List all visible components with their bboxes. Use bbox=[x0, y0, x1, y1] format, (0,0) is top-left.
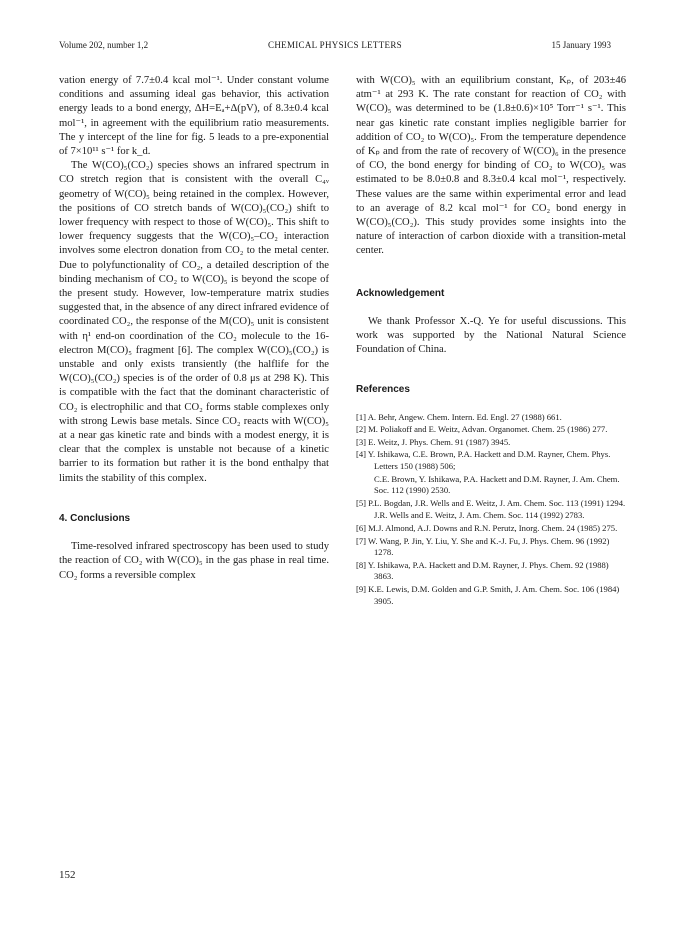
issue-date: 15 January 1993 bbox=[551, 40, 611, 50]
reference-item: C.E. Brown, Y. Ishikawa, P.A. Hackett and D.M. Rayner, J. Am. Chem. Soc. 112 (1990) 2530. bbox=[374, 473, 620, 496]
reference-item: [2] M. Poliakoff and E. Weitz, Advan. Organomet. Chem. 25 (1986) 277. bbox=[356, 424, 608, 435]
reference-item: [3] E. Weitz, J. Phys. Chem. 91 (1987) 3945. bbox=[356, 436, 511, 447]
conclusions-heading: 4. Conclusions bbox=[59, 512, 131, 524]
running-header bbox=[59, 40, 611, 54]
reference-item: J.R. Wells and E. Weitz, J. Am. Chem. Soc. 114 (1992) 2783. bbox=[374, 510, 585, 521]
paragraph-conclusions: Time-resolved infrared spectroscopy has been used to study the reaction of CO₂ with W(CO)₅ in the gas phase in real time. CO₂ forms a reversible complex bbox=[59, 541, 329, 581]
paragraph-acknowledgement: We thank Professor X.-Q. Ye for useful discussions. This work was supported by the National Natural Science Foundation of China. bbox=[356, 315, 626, 356]
right-column bbox=[356, 74, 626, 608]
reference-item: [9] K.E. Lewis, D.M. Golden and G.P. Smith, J. Am. Chem. Soc. 106 (1984) 3905. bbox=[356, 583, 620, 606]
references-heading: References bbox=[356, 384, 410, 396]
journal-name: CHEMICAL PHYSICS LETTERS bbox=[268, 40, 402, 50]
paragraph-complex-spectrum: The W(CO)₅(CO₂) species shows an infrared spectrum in CO stretch region that is consistent with the overall C₄ᵥ geometry of W(CO)₅ being retained in the complex. However, the positions of CO stretch bands of W(CO)₅(CO₂) shift to lower frequency with respect to those of W(CO)₅. This shift to lower frequency suggests that the W(CO)₅–CO₂ interaction involves some electron donation from CO₂ to the metal center. Due to polyfunctionality of CO₂, a detailed description of the binding mechanism of CO₂ to W(CO)₅ is beyond the scope of the present study. However, low-temperature matrix studies suggested that, in the absence of any direct infrared evidence of coordinated CO₂, the response of the M(CO)₅ unit is consistent with η¹ end-on coordination of the CO₂ molecule to the 16-electron M(CO)₅ fragment [6]. The complex W(CO)₅(CO₂) is unstable and only exists transiently (the halflife for the W(CO)₅(CO₂) species is of the order of 0.8 μs at 298 K). This is compatible with the fact that the dominant characteristic of CO₂ is electrophilic and that CO₂ forms stable complexes only with strong Lewis base metals. Since CO₂ reacts with W(CO)₅ at a near gas kinetic rate and binds with a modest energy, it is clear that the complex is unstable not because of a kinetic barrier to its formation but rather it is the bond enthalpy that limits the stability of this complex. bbox=[59, 160, 329, 484]
left-column bbox=[59, 74, 329, 583]
reference-item: [6] M.J. Almond, A.J. Downs and R.N. Perutz, Inorg. Chem. 24 (1985) 275. bbox=[356, 523, 618, 533]
reference-item: [7] W. Wang, P. Jin, Y. Liu, Y. She and K.-J. Fu, J. Phys. Chem. 96 (1992) 1278. bbox=[356, 535, 610, 558]
reference-item: [4] Y. Ishikawa, C.E. Brown, P.A. Hackett and D.M. Rayner, Chem. Phys. Letters 150 (1988) 506; bbox=[356, 449, 611, 472]
reference-item: [8] Y. Ishikawa, P.A. Hackett and D.M. Rayner, J. Phys. Chem. 92 (1988) 3863. bbox=[356, 559, 609, 582]
page-number: 152 bbox=[59, 869, 76, 881]
reference-item: [1] A. Behr, Angew. Chem. Intern. Ed. Engl. 27 (1988) 661. bbox=[356, 411, 562, 422]
reference-list bbox=[356, 412, 626, 608]
paragraph-activation-energy: vation energy of 7.7±0.4 kcal mol⁻¹. Under constant volume conditions and assuming ideal gas behavior, this activation energy leads to a bond energy, ΔH=Eₐ+Δ(pV), of 8.3±0.4 kcal mol⁻¹, in agreement with the equilibrium ratio measurements. The y intercept of the line for fig. 5 leads to a pre-exponential of 7×10¹¹ s⁻¹ for k_d. bbox=[59, 75, 329, 158]
paragraph-equilibrium-constant: with W(CO)₅ with an equilibrium constant, Kₚ, of 203±46 atm⁻¹ at 293 K. The rate constant for reaction of CO₂ with W(CO)₅ was determined to be (1.8±0.6)×10⁵ Torr⁻¹ s⁻¹. This near gas kinetic rate constant implies negligible barrier for addition of CO₂ to W(CO)₅. From the temperature dependence of Kₚ and from the rate of recovery of W(CO)₆ in the presence of CO, the bond energy for binding of CO₂ to W(CO)₅ was estimated to be 8.0±0.8 and 8.3±0.4 kcal mol⁻¹, respectively. These values are the same within experimental error and lead to an average of 8.2 kcal mol⁻¹ for CO₂ bond energy in W(CO)₅(CO₂). This study provides some insights into the nature of interaction of carbon dioxide with a transition-metal center. bbox=[356, 75, 626, 257]
acknowledgement-heading: Acknowledgement bbox=[356, 287, 445, 299]
volume-info: Volume 202, number 1,2 bbox=[59, 40, 149, 50]
reference-item: [5] P.L. Bogdan, J.R. Wells and E. Weitz, J. Am. Chem. Soc. 113 (1991) 1294. bbox=[356, 497, 626, 508]
